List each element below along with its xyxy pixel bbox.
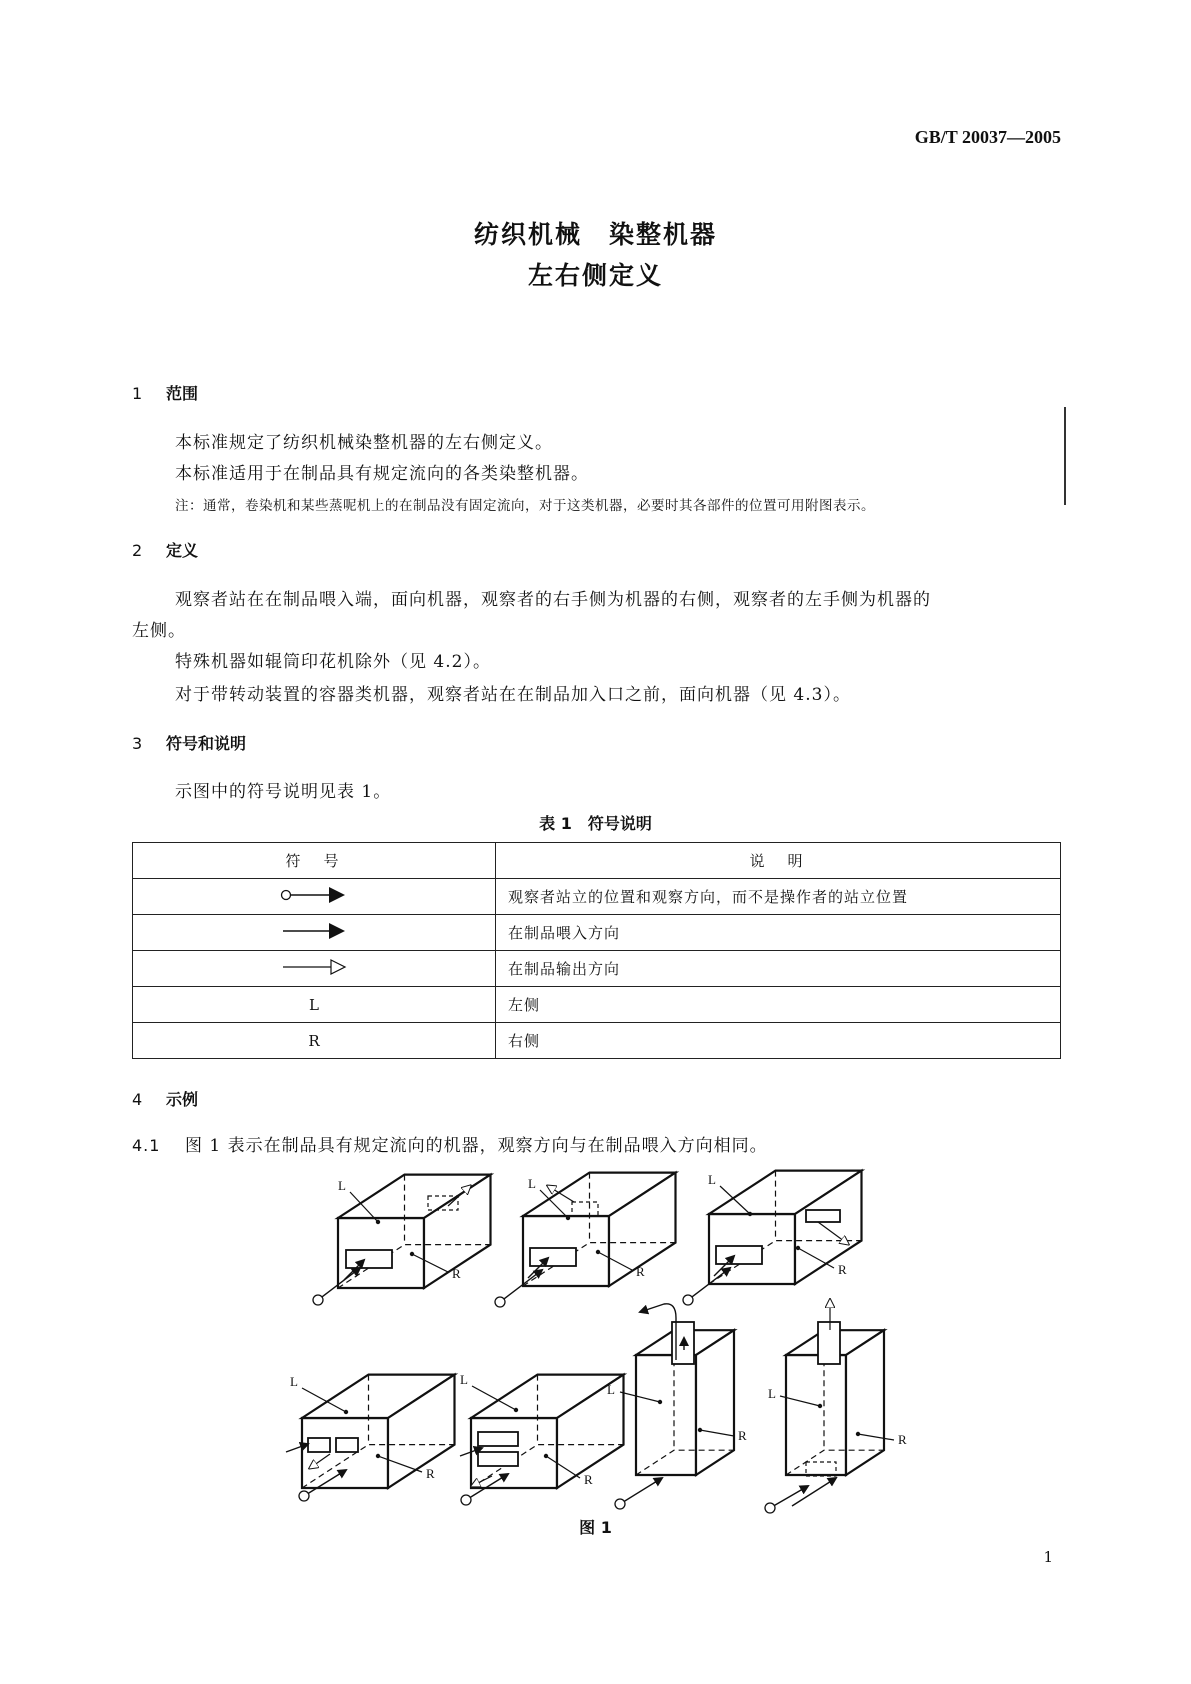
paragraph: 本标准规定了纺织机械染整机器的左右侧定义。 — [175, 433, 553, 453]
subsection-number: 4.1 — [132, 1136, 161, 1155]
label-right: R — [898, 1432, 907, 1447]
figure-caption: 图 1 — [579, 1518, 612, 1537]
symbol-cell: R — [133, 1023, 496, 1059]
description-cell: 观察者站立的位置和观察方向，而不是操作者的站立位置 — [496, 879, 1061, 915]
label-left: L — [338, 1178, 346, 1193]
leader-dot — [376, 1220, 380, 1224]
observer-circle — [299, 1491, 309, 1501]
standard-number: GB/T 20037—2005 — [914, 127, 1061, 147]
label-left: L — [290, 1374, 298, 1389]
label-left: L — [528, 1176, 536, 1191]
section-number: 3 — [132, 734, 143, 753]
description-cell: 左侧 — [496, 987, 1061, 1023]
machine-front-face — [302, 1418, 388, 1488]
label-right: R — [452, 1266, 461, 1281]
observer-arrow — [774, 1486, 808, 1505]
leader-dot — [796, 1246, 800, 1250]
section-number: 1 — [132, 384, 143, 403]
label-right: R — [636, 1264, 645, 1279]
label-right: R — [738, 1428, 747, 1443]
paragraph: 左侧。 — [132, 621, 186, 641]
observer-circle — [615, 1499, 625, 1509]
feed-slot — [478, 1432, 518, 1446]
feed-slot — [806, 1210, 840, 1222]
observer-circle — [683, 1295, 693, 1305]
document-title-line2: 左右侧定义 — [527, 261, 663, 290]
section-title: 定义 — [166, 541, 199, 560]
subsection-text: 图 1 表示在制品具有规定流向的机器，观察方向与在制品喂入方向相同。 — [185, 1136, 768, 1156]
observer-arrow — [624, 1478, 662, 1501]
observer-circle — [495, 1297, 505, 1307]
leader-dot — [596, 1250, 600, 1254]
description-cell: 在制品输出方向 — [496, 951, 1061, 987]
label-left: L — [708, 1172, 716, 1187]
feed-slot — [716, 1246, 762, 1264]
figure-machines — [286, 1171, 907, 1513]
label-right: R — [584, 1472, 593, 1487]
machine-side-face — [846, 1330, 884, 1475]
feed-slot — [530, 1248, 576, 1266]
document-title-line1: 纺织机械 染整机器 — [473, 220, 717, 249]
feed-slot — [336, 1438, 358, 1452]
header-description: 说 明 — [496, 843, 1061, 879]
section-number: 2 — [132, 541, 143, 560]
feed-slot — [346, 1250, 392, 1268]
paragraph: 观察者站在在制品喂入端，面向机器，观察者的右手侧为机器的右侧，观察者的左手侧为机器的 — [175, 590, 931, 610]
leader-dot — [344, 1410, 348, 1414]
leader-dot — [698, 1428, 702, 1432]
leader-dot — [856, 1432, 860, 1436]
symbol-cell: L — [133, 987, 496, 1023]
section-title: 符号和说明 — [166, 734, 247, 753]
label-left: L — [768, 1386, 776, 1401]
description-cell: 在制品喂入方向 — [496, 915, 1061, 951]
label-right: R — [838, 1262, 847, 1277]
leader-dot — [748, 1212, 752, 1216]
leader-dot — [566, 1216, 570, 1220]
machine-side-face — [696, 1330, 734, 1475]
header-symbol: 符 号 — [133, 843, 496, 879]
paragraph: 特殊机器如辊筒印花机除外（见 4.2）。 — [175, 652, 491, 672]
observer-circle — [313, 1295, 323, 1305]
machine-front-face — [786, 1355, 846, 1475]
paragraph: 示图中的符号说明见表 1。 — [175, 782, 392, 802]
feed-slot — [818, 1322, 840, 1364]
note: 注：通常，卷染机和某些蒸呢机上的在制品没有固定流向，对于这类机器，必要时其各部件的位置可用附图表示。 — [175, 498, 875, 514]
label-left: L — [607, 1382, 615, 1397]
leader-dot — [376, 1454, 380, 1458]
leader-dot — [514, 1408, 518, 1412]
leader-dot — [818, 1404, 822, 1408]
observer-circle — [461, 1495, 471, 1505]
machine-front-face — [636, 1355, 696, 1475]
section-title: 范围 — [166, 384, 199, 403]
section-title: 示例 — [166, 1090, 199, 1109]
page-number: 1 — [1043, 1548, 1053, 1566]
feed-slot — [308, 1438, 330, 1452]
section-number: 4 — [132, 1090, 143, 1109]
paragraph: 本标准适用于在制品具有规定流向的各类染整机器。 — [175, 464, 589, 484]
label-left: L — [460, 1372, 468, 1387]
leader-dot — [544, 1454, 548, 1458]
paragraph: 对于带转动装置的容器类机器，观察者站在在制品加入口之前，面向机器（见 4.3）。 — [175, 685, 851, 705]
description-cell: 右侧 — [496, 1023, 1061, 1059]
observer-circle — [765, 1503, 775, 1513]
leader-dot — [410, 1252, 414, 1256]
label-right: R — [426, 1466, 435, 1481]
table-caption: 表 1 符号说明 — [539, 814, 652, 833]
leader-dot — [658, 1400, 662, 1404]
feed-slot — [478, 1452, 518, 1466]
